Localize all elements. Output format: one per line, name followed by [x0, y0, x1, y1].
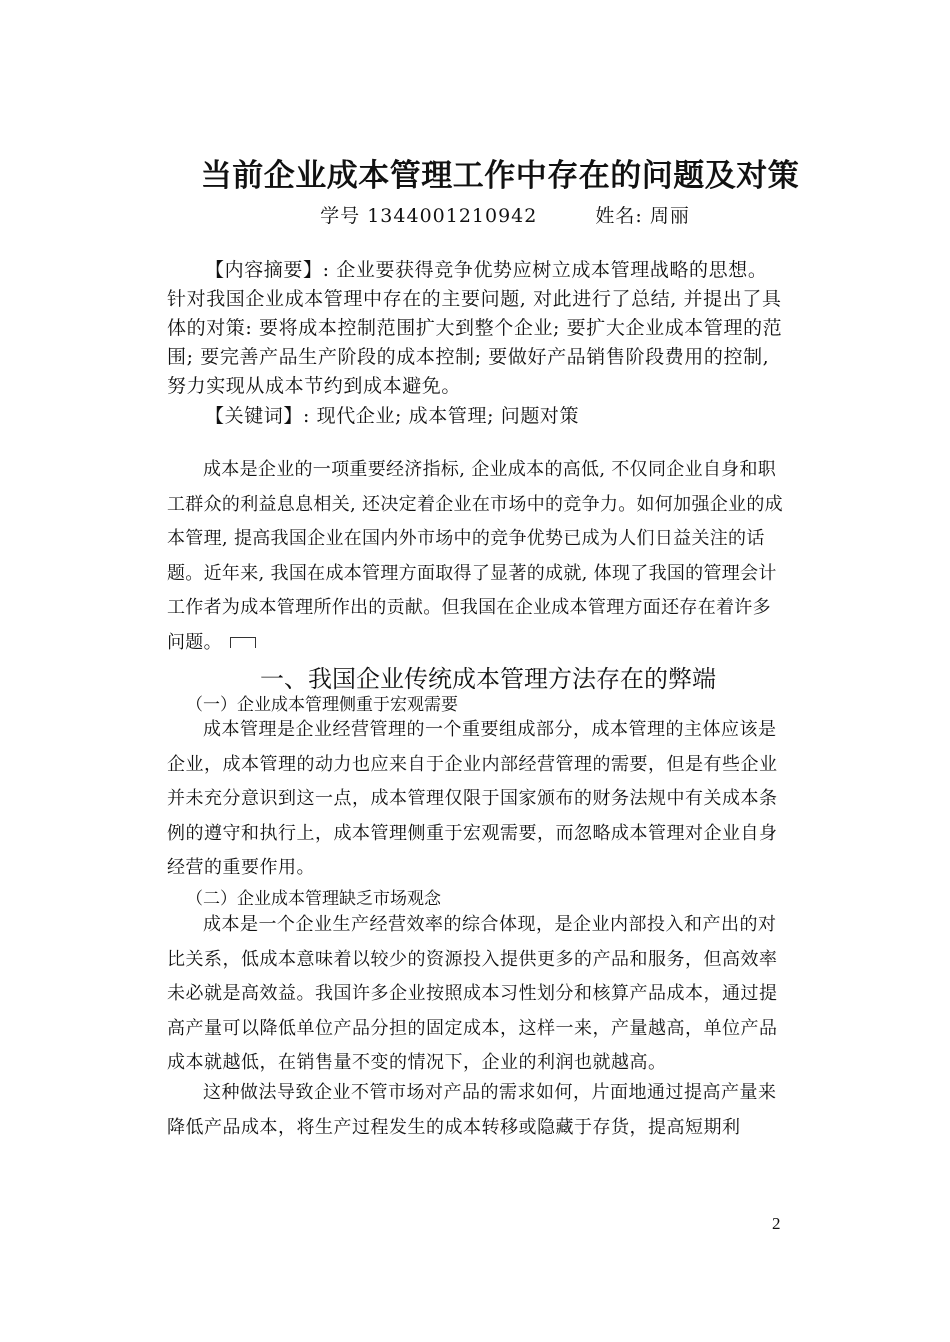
byline: [0, 201, 950, 228]
footnote-marker-icon: [230, 637, 256, 648]
paragraph-1: 成本管理是企业经营管理的一个重要组成部分，成本管理的主体应该是企业，成本管理的动力也应来自于企业内部经营管理的需要，但是有些企业并未充分意识到这一点，成本管理仅限于国家颁布的财务法规中有关成本条例的遵守和执行上，成本管理侧重于宏观需要，而忽略成本管理对企业自身经营的重要作用。: [167, 719, 778, 878]
paragraph-3: 这种做法导致企业不管市场对产品的需求如何，片面地通过提高产量来降低产品成本，将生产过程发生的成本转移或隐藏于存货，提高短期利: [167, 1082, 777, 1138]
subheading-2: （二）企业成本管理缺乏市场观念: [186, 889, 441, 909]
document-title: 当前企业成本管理工作中存在的问题及对策: [200, 158, 800, 194]
author-name: 姓名: 周丽: [595, 205, 690, 227]
paragraph-2: 成本是一个企业生产经营效率的综合体现，是企业内部投入和产出的对比关系，低成本意味着以较少的资源投入提供更多的产品和服务，但高效率未必就是高效益。我国许多企业按照成本习性划分和核算产品成本，通过提高产量可以降低单位产品分担的固定成本，这样一来，产量越高，单位产品成本就越低，在销售量不变的情况下，企业的利润也就越高。: [167, 914, 778, 1073]
student-id: 学号 1344001210942: [320, 205, 538, 227]
subheading-1: （一）企业成本管理侧重于宏观需要: [186, 695, 458, 715]
keywords: 【关键词】: 现代企业; 成本管理; 问题对策: [205, 405, 580, 427]
abstract: 【内容摘要】: 企业要获得竞争优势应树立成本管理战略的思想。针对我国企业成本管理中存在的主要问题, 对此进行了总结, 并提出了具体的对策: 要将成本控制范围扩大到整个企业; 要扩大企业成本管理的范围; 要完善产品生产阶段的成本控制; 要做好产品销售阶段费用的控制, 努力实现从成本节约到成本避免。: [167, 259, 783, 397]
intro-paragraph: [167, 453, 787, 660]
page-number: 2: [772, 1214, 781, 1233]
intro-text: 成本是企业的一项重要经济指标, 企业成本的高低, 不仅同企业自身和职工群众的利益息息相关, 还决定着企业在市场中的竞争力。如何加强企业的成本管理, 提高我国企业在国内外市场中的竞争优势已成为人们日益关注的话题。近年来, 我国在成本管理方面取得了显著的成就, 体现了我国的管理会计工作者为成本管理所作出的贡献。但我国在企业成本管理方面还存在着许多问题。: [167, 459, 783, 653]
section-heading: 一、我国企业传统成本管理方法存在的弊端: [260, 665, 716, 693]
